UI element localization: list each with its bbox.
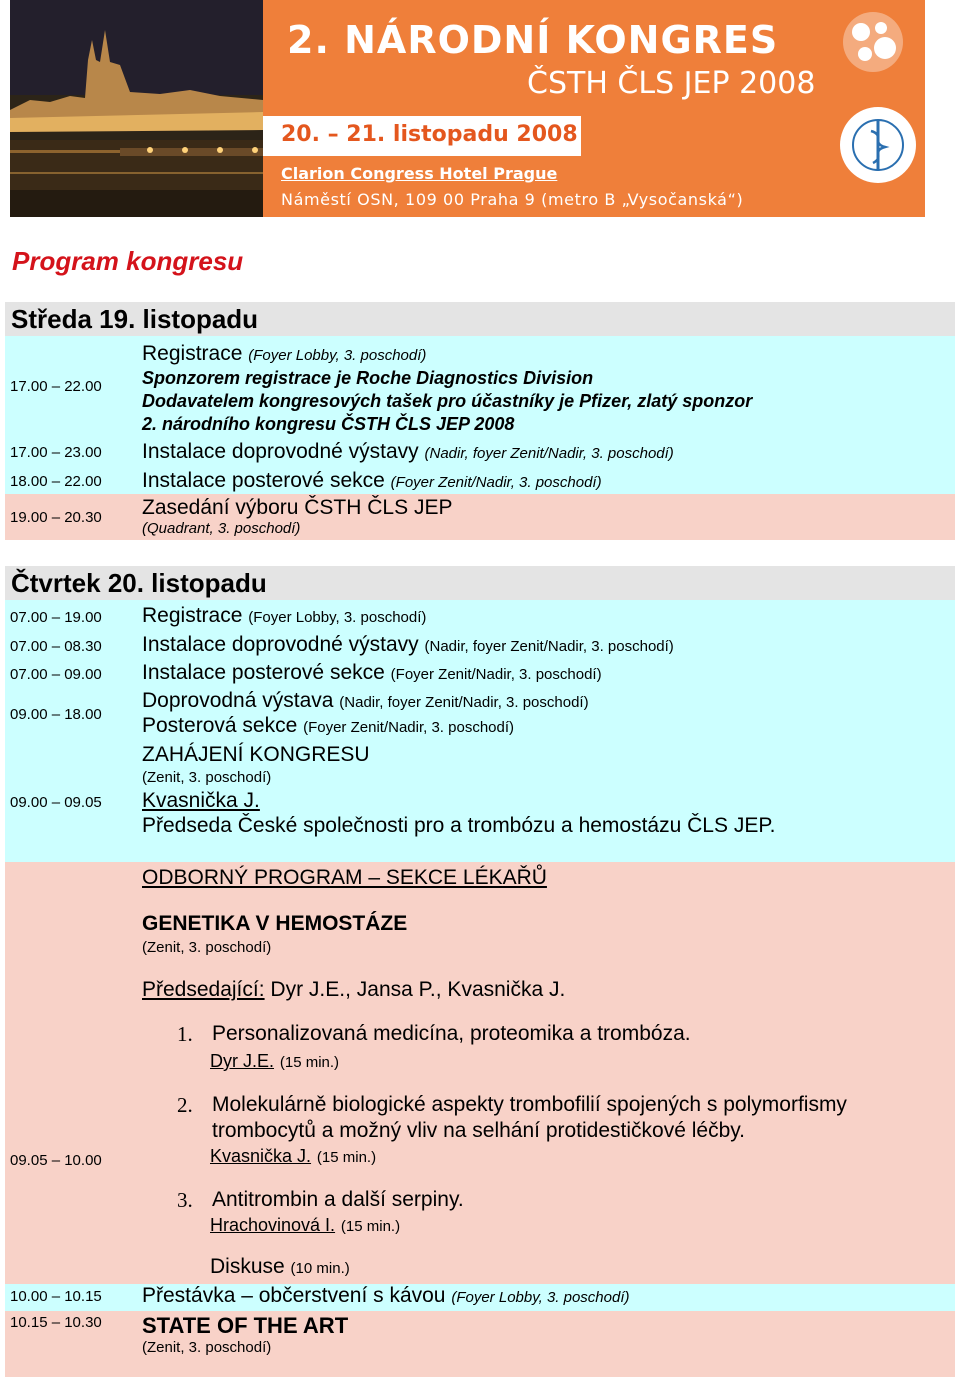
sponsor-line: 2. národního kongresu ČSTH ČLS JEP 2008 [142,414,515,434]
cls-jep-seal-icon [838,95,918,200]
schedule-row [5,494,955,540]
session-title: GENETIKA V HEMOSTÁZE [142,912,408,935]
chairs-line: Předsedající: Dyr J.E., Jansa P., Kvasnička J. [142,978,566,1001]
time-cell: 07.00 – 19.00 [10,609,102,626]
row-title: Instalace posterové sekce (Foyer Zenit/Nadir, 3. poschodí) [142,469,602,492]
day-heading-bar [5,566,955,600]
row-title: Instalace doprovodné výstavy (Nadir, foyer Zenit/Nadir, 3. poschodí) [142,440,674,463]
csth-logo-icon [833,2,913,82]
congress-title: 2. NÁRODNÍ KONGRES [287,18,779,62]
talk-author-line: Dyr J.E. (15 min.) [210,1051,340,1071]
speaker-name: Kvasnička J. [142,789,260,812]
time-cell: 09.05 – 10.00 [10,1152,102,1169]
row-location: (Zenit, 3. poschodí) [142,769,272,786]
congress-banner [10,0,925,217]
schedule-row [5,631,955,658]
schedule-row [5,1284,955,1311]
talk-author-line: Hrachovinová I. (15 min.) [210,1215,401,1235]
congress-dates-box [263,116,581,156]
schedule-row [5,739,955,862]
schedule-row [5,1311,955,1377]
day-heading: Středa 19. listopadu [11,304,259,334]
day-heading: Čtvrtek 20. listopadu [11,568,267,598]
opening-title: ZAHÁJENÍ KONGRESU [142,743,370,766]
congress-dates: 20. – 21. listopadu 2008 [281,122,578,147]
talk-title: trombocytů a možný vliv na selhání protidestičkové léčby. [212,1119,746,1142]
talk-number: 3. [177,1188,193,1212]
time-cell: 19.00 – 20.30 [10,509,102,526]
schedule-row [5,658,955,687]
congress-address: Náměstí OSN, 109 00 Praha 9 (metro B „Vysočanská“) [281,190,744,209]
row-title: Instalace doprovodné výstavy (Nadir, foyer Zenit/Nadir, 3. poschodí) [142,633,674,656]
row-title: Zasedání výboru ČSTH ČLS JEP [142,496,453,519]
row-title: Instalace posterové sekce (Foyer Zenit/Nadir, 3. poschodí) [142,661,602,684]
time-cell: 17.00 – 22.00 [10,378,102,395]
row-title: STATE OF THE ART [142,1313,349,1338]
sponsor-line: Sponzorem registrace je Roche Diagnostics Division [142,368,594,388]
time-cell: 07.00 – 08.30 [10,638,102,655]
session-block [5,862,955,1284]
time-cell: 18.00 – 22.00 [10,473,102,490]
schedule-row [5,437,955,466]
time-cell: 07.00 – 09.00 [10,666,102,683]
time-cell: 10.15 – 10.30 [10,1314,102,1331]
schedule-row [5,466,955,494]
talk-title: Antitrombin a další serpiny. [212,1188,464,1211]
discussion-line: Diskuse (10 min.) [210,1255,350,1278]
row-location: (Quadrant, 3. poschodí) [142,520,301,537]
time-cell: 10.00 – 10.15 [10,1288,102,1305]
row-title: Přestávka – občerstvení s kávou (Foyer Lobby, 3. poschodí) [142,1284,630,1307]
time-cell: 09.00 – 09.05 [10,794,102,811]
prague-castle-photo [10,0,263,217]
sponsor-line: Dodavatelem kongresových tašek pro účastníky je Pfizer, zlatý sponzor [142,391,753,411]
day-heading-bar [5,302,955,336]
schedule-row [5,687,955,739]
row-title: Registrace (Foyer Lobby, 3. poschodí) [142,604,427,627]
row-title: Registrace (Foyer Lobby, 3. poschodí) [142,342,427,365]
time-cell: 17.00 – 23.00 [10,444,102,461]
talk-number: 2. [177,1093,193,1117]
row-title: Posterová sekce (Foyer Zenit/Nadir, 3. poschodí) [142,714,515,737]
section-heading: ODBORNÝ PROGRAM – SEKCE LÉKAŘŮ [142,866,547,889]
row-location: (Zenit, 3. poschodí) [142,1339,272,1356]
page-title: Program kongresu [12,246,244,276]
talk-title: Molekulárně biologické aspekty trombofilií spojených s polymorfismy [212,1093,847,1116]
row-title: Doprovodná výstava (Nadir, foyer Zenit/Nadir, 3. poschodí) [142,689,589,712]
speaker-role: Předseda České společnosti pro a trombózu a hemostázu ČLS JEP. [142,814,776,837]
banner-orange-panel [263,0,925,217]
talk-title: Personalizovaná medicína, proteomika a trombóza. [212,1022,691,1045]
schedule-row [5,336,955,437]
row-location: (Zenit, 3. poschodí) [142,939,272,956]
congress-subtitle: ČSTH ČLS JEP 2008 [527,66,816,101]
congress-venue: Clarion Congress Hotel Prague [281,164,558,183]
talk-number: 1. [177,1022,193,1046]
schedule-row [5,600,955,631]
time-cell: 09.00 – 18.00 [10,706,102,723]
talk-author-line: Kvasnička J. (15 min.) [210,1146,377,1166]
